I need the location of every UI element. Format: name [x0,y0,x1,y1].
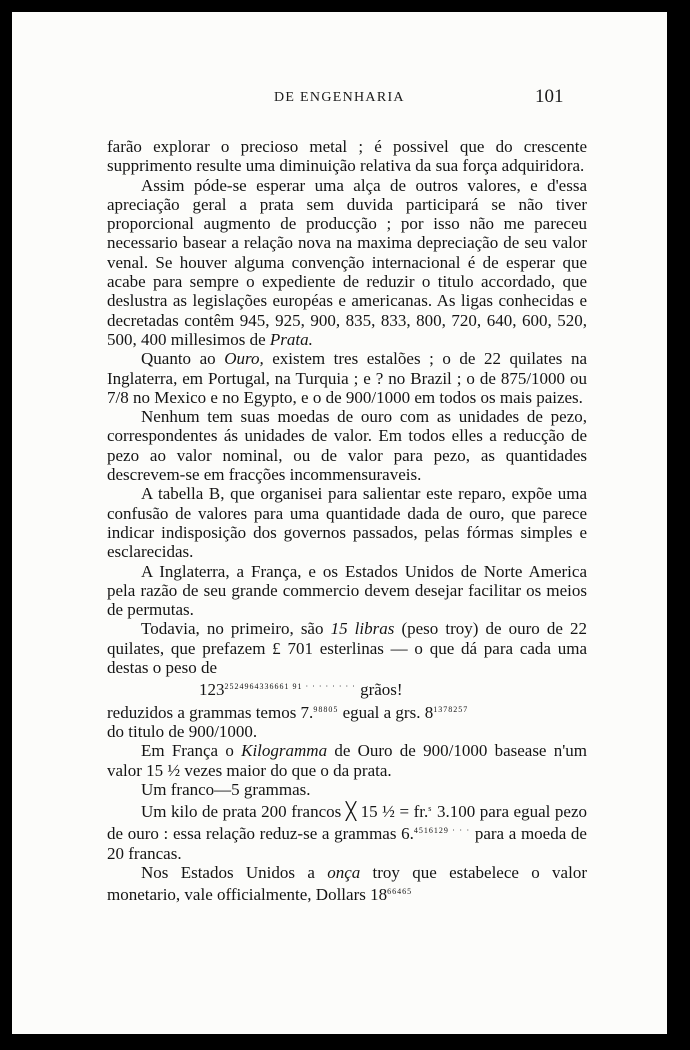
paragraph-10 [107,799,587,863]
paragraph-2-text: Assim póde-se esperar uma alça de outros valores, e d'essa apreciação geral a prata sem duvida participará se não tiver proporcional augmento de producção ; por isso não me pareceu necessario basear a relação nova na maxima depreciação de seu valor venal. Se houver alguma convenção internacional é de esperar que acabe para sempre o expediente de reduzir o titulo accordado, que deslustra as legislações européas e americanas. As ligas conhecidas e decretadas contêm 945, 925, 900, 835, 833, 800, 720, 640, 600, 520, 500, 400 millesimos de [107,175,587,349]
paragraph-2-italic: Prata. [269,329,313,349]
paragraph-11-sup: 66465 [387,887,413,897]
paragraph-10-sup: s [428,804,433,814]
paragraph-3-start: Quanto ao [141,349,216,369]
formula-tail: grãos! [360,680,403,700]
body-text [107,137,587,905]
paragraph-11-rest: troy que estabelece o valor monetario, vale officialmente, Dollars 18 [107,862,587,905]
paragraph-3-rest: existem tres estalões ; o de 22 quilates na Inglaterra, em Portugal, na Turquia ; e ? no Brazil ; o de 875/1000 ou 7/8 no Mexico e no Egypto, e o de 900/1000 em todos os mais paizes. [107,349,588,407]
paragraph-8-rest: de Ouro de 900/1000 basease n'um valor 15 ½ vezes maior do que o da prata. [107,741,588,780]
reduced-line-sup-2: 1378257 [433,704,469,714]
title-line: do titulo de 900/1000. [107,721,258,741]
reduced-line-mid: egual a grs. 8 [342,702,434,722]
paragraph-10-start: Um kilo de prata 200 francos ╳ 15 ½ = fr. [141,802,429,822]
formula-line [107,677,587,699]
paragraph-7-italic: 15 libras [330,619,395,639]
page-header [12,88,667,112]
paragraph-11 [107,863,587,905]
paragraph-8-italic: Kilogramma [241,741,328,761]
reduced-line [107,700,587,722]
paragraph-3 [107,349,587,407]
paragraph-4: Nenhum tem suas moedas de ouro com as unidades de pezo, correspondentes ás unidades de valor. Em todos elles a reducção de pezo ao valor nominal, ou de valor para pezo, as quantidades descrevem-se em fracções incommensuraveis. [107,407,587,485]
paragraph-7-rest: (peso troy) de ouro de 22 quilates, que prefazem £ 701 esterlinas — o que dá para cada uma destas o peso de [107,619,588,678]
paragraph-8-start: Em França o [141,741,234,761]
paragraph-7-start: Todavia, no primeiro, são [141,619,324,639]
reduced-line-start: reduzidos a grammas temos 7. [107,702,314,722]
paragraph-2 [107,176,587,350]
paragraph-10-end: para a moeda de 20 francas. [107,824,587,863]
paragraph-5: A tabella B, que organisei para salientar este reparo, expõe uma confusão de valores para uma quantidade dada de ouro, que parece indicar indisposição dos governos passados, pelas fórmas simples e esclarecidas. [107,484,587,562]
page-number: 101 [535,86,564,107]
paragraph-8 [107,741,587,780]
paragraph-10-sup-2: 4516129 · · · [413,826,471,836]
paragraph-6: A Inglaterra, a França, e os Estados Unidos de Norte America pela razão de seu grande commercio devem desejar facilitar os meios de permutas. [107,561,587,620]
book-page [12,12,667,1034]
running-head: DE ENGENHARIA [274,90,405,105]
paragraph-10-mid: 3.100 para egual pezo de ouro : essa relação reduz-se a grammas 6. [107,802,588,844]
formula-base: 123 [199,680,225,700]
formula-superscript: 2524964336661 91 · · · · · · · · [224,682,356,692]
paragraph-11-italic: onça [327,862,361,882]
paragraph-9: Um franco—5 grammas. [141,779,311,799]
paragraph-11-start: Nos Estados Unidos a [141,862,315,882]
paragraph-3-italic: Ouro, [224,349,264,369]
paragraph-1: farão explorar o precioso metal ; é possivel que do crescente supprimento resulte uma diminuição relativa da sua força adquiridora. [107,137,587,176]
reduced-line-sup-1: 98805 [313,704,339,714]
paragraph-7 [107,619,587,677]
